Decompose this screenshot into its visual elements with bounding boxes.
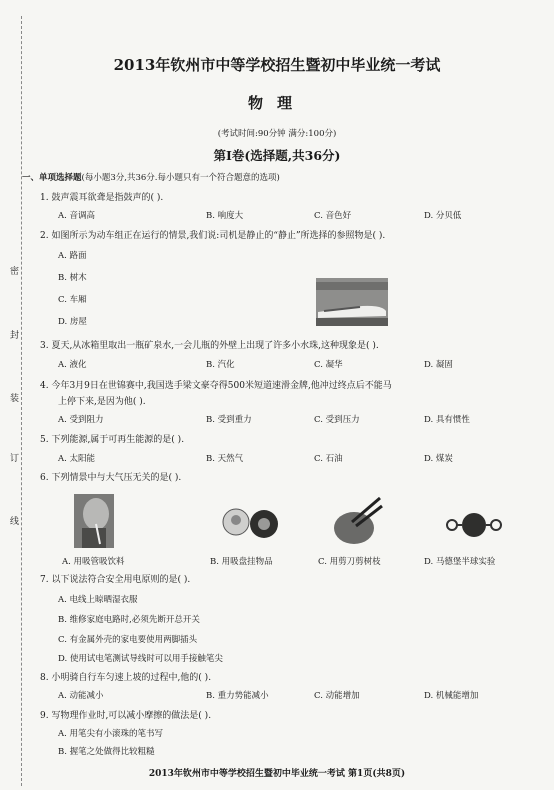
face-straw-icon [74,494,114,548]
section-note: (每小题3分,共36分.每小题只有一个符合题意的选项) [81,173,280,183]
option: B. 受到重力 [206,415,252,425]
exam-title: 2013年钦州市中等学校招生暨初中毕业统一考试 [113,56,441,74]
option: A. 用吸管吸饮料 [62,557,125,567]
question-stem: 1. 鼓声震耳欲聋是指鼓声的( ). [40,193,164,203]
option: A. 液化 [58,360,87,370]
option: A. 太阳能 [58,454,96,464]
train-image [316,278,388,326]
option: D. 机械能增加 [424,691,479,701]
option: D. 煤炭 [424,454,453,464]
option: B. 用吸盘挂物品 [210,557,273,567]
question-stem-continued: 上停下来,是因为他( ). [58,397,146,407]
scissors-icon [332,492,384,550]
seal-char: 封 [10,331,20,341]
seal-char: 装 [10,394,20,404]
suction-cup-image [220,496,282,548]
option: C. 动能增加 [314,691,360,701]
section-label: 一、单项选择题 [22,173,82,183]
option: D. 房屋 [58,317,87,327]
option: C. 音色好 [314,211,352,221]
option: A. 音调高 [58,211,96,221]
option: B. 汽化 [206,360,235,370]
question-stem: 7. 以下说法符合安全用电原则的是( ). [40,575,191,585]
option: D. 分贝低 [424,211,462,221]
option: B. 天然气 [206,454,244,464]
question-stem: 3. 夏天,从冰箱里取出一瓶矿泉水,一会儿瓶的外壁上出现了许多小水珠,这种现象是( ). [40,341,379,351]
option: D. 具有惯性 [424,415,470,425]
option: D. 凝固 [424,360,453,370]
option: A. 路面 [58,251,87,261]
volume-title: 第Ⅰ卷(选择题,共36分) [213,148,341,163]
magdeburg-image [446,510,502,540]
option: B. 响度大 [206,211,244,221]
section-heading [22,174,280,183]
option: C. 受到压力 [314,415,360,425]
seal-char: 密 [10,267,20,277]
option: A. 用笔尖有小滚珠的笔书写 [58,729,164,739]
option: B. 握笔之处做得比较粗糙 [58,747,155,757]
suction-hook-icon [220,496,282,548]
question-stem: 2. 如图所示为动车组正在运行的情景,我们说:司机是静止的“静止”所选择的参照物是( ). [40,231,386,241]
question-stem: 9. 写物理作业时,可以减小摩擦的做法是( ). [40,711,212,721]
option: C. 车厢 [58,295,87,305]
option: B. 重力势能减小 [206,691,269,701]
straw-drink-image [74,494,114,548]
scissors-image [332,492,384,550]
option: B. 树木 [58,273,87,283]
question-stem: 5. 下列能源,属于可再生能源的是( ). [40,435,185,445]
option: A. 动能减小 [58,691,104,701]
option: C. 凝华 [314,360,343,370]
hemispheres-icon [446,510,502,540]
exam-info: (考试时间:90分钟 满分:100分) [217,129,337,139]
question-stem: 4. 今年3月9日在世锦赛中,我国选手梁文豪夺得500米短道速滑金牌,他冲过终点后不能马 [40,381,392,391]
train-icon [316,278,388,326]
option: D. 使用试电笔测试导线时可以用手接触笔尖 [58,654,223,664]
option: D. 马德堡半球实验 [424,557,496,567]
option: A. 受到阻力 [58,415,104,425]
option: C. 用剪刀剪树枝 [318,557,381,567]
question-stem: 6. 下列情景中与大气压无关的是( ). [40,473,182,483]
option: C. 有金属外壳的家电要使用两脚插头 [58,635,198,645]
page-footer: 2013年钦州市中等学校招生暨初中毕业统一考试 第1页(共8页) [148,769,406,779]
option: B. 维修家庭电路时,必须先断开总开关 [58,615,200,625]
option: A. 电线上晾晒湿衣服 [58,595,138,605]
question-stem: 8. 小明骑自行车匀速上坡的过程中,他的( ). [40,673,212,683]
subject-title: 物理 [247,94,306,112]
option: C. 石油 [314,454,343,464]
seal-char: 线 [10,517,20,527]
seal-char: 订 [10,454,20,464]
